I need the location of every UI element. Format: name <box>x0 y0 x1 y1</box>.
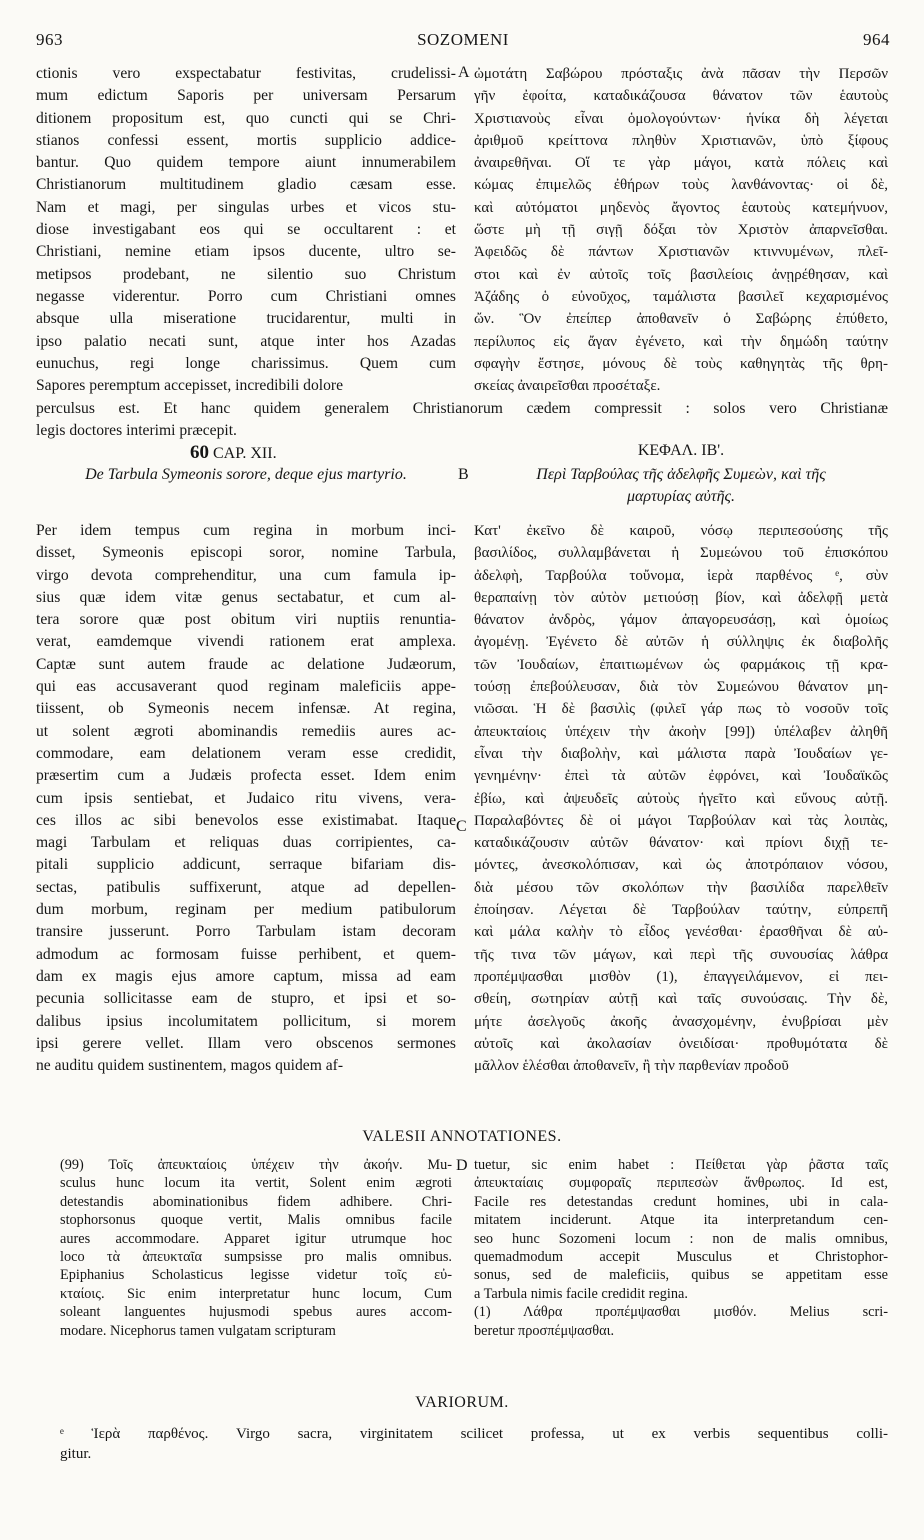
margin-marker-c: C <box>456 818 467 835</box>
greek-text-line: καὶ αὐτόματοι μηδενὸς ἄγοντος ἑαυτοὺς κατεμήνυον, <box>474 199 888 216</box>
greek-text-line: Ἀζάδης ὁ εὐνοῦχος, ταμάλιστα βασιλεῖ κεχαρισμένος <box>474 288 888 305</box>
annotation-line: soleant languentes hujusmodi spebus aures accom- <box>60 1304 452 1321</box>
latin-text-line: Christiani, nemine etiam ipsos ducente, ultro se- <box>36 243 456 261</box>
greek-text-line: προπέμψασθαι μισθὸν (1), ἐπαγγειλάμενον, εἰ πει- <box>474 968 888 985</box>
variorum-title: VARIORUM. <box>415 1394 509 1411</box>
annotation-line: κταίοις. Sic enim interpretatur hunc locum, Cum <box>60 1285 452 1302</box>
latin-text-line: stianos confessi essent, mortis supplicio addice- <box>36 131 456 149</box>
latin-text-line: cum ipsis sentiebat, et Judaico ritu vivens, vera- <box>36 789 456 807</box>
latin-text-line: absque ulla miseratione trucidarentur, multi in <box>36 310 456 328</box>
greek-text-line: σκείας ἀναιρεῖσθαι προσέταξε. <box>474 378 661 395</box>
greek-text-line: κώμας ἐπιμελῶς ἐθήρων τοὺς λανθάνοντας· οἱ δὲ, <box>474 177 888 194</box>
latin-text-line: bantur. Quo quidem tempore aiunt innumerabilem <box>36 154 456 172</box>
latin-text-line: pecunia sollicitasse eam de stupro, et ipsi et so- <box>36 990 456 1008</box>
annotation-line: mitatem inciderunt. Atque ita interpretandum cen- <box>474 1212 888 1229</box>
latin-text-line: perculsus est. Et hanc quidem generalem Christianorum cædem compressit : solos vero Christianæ <box>36 400 888 417</box>
annotation-line: quemadmodum accepit Musculus et Christophor- <box>474 1249 888 1266</box>
annotation-line: Epiphanius Scholasticus legisse videtur τοῖς εὐ- <box>60 1267 452 1284</box>
greek-text-line: βασιλίδος, συλλαμβάνεται ἡ Συμεώνου τοῦ ἐπισκόπου <box>474 545 888 562</box>
page-number-left: 963 <box>36 30 63 49</box>
greek-text-line: ἀριθμοῦ κρείττονα πληθὺν Χριστιανῶν, ὑπὸ ξίφους <box>474 132 888 149</box>
greek-text-line: μόντες, ἀνεσκολόπισαν, καὶ ὡς ἀποτρόπαιον νόσου, <box>474 857 888 874</box>
annotation-line: Facile res detestandas credunt homines, ubi in cala- <box>474 1193 888 1210</box>
latin-text-line: Sapores peremptum accepisset, incredibili dolore <box>36 377 344 395</box>
latin-text-line: ipsi gerere vellet. Illam vero obscenos sermones <box>36 1034 456 1052</box>
annotations-right <box>474 1156 888 1340</box>
annotation-line: ἀπευκταίαις συμφοραῖς περιπεσὼν ἄνθρωπος. Id est, <box>474 1175 888 1192</box>
latin-text-line: legis doctores interimi præcepit. <box>36 422 237 440</box>
chapter-title-greek-2: μαρτυρίας αὐτῆς. <box>626 488 736 505</box>
latin-text-line: verat, eamdemque vivendi rationem erat amplexa. <box>36 633 456 651</box>
latin-text-line: mum edictum Saporis per universam Persarum <box>36 87 456 105</box>
page-number-right: 964 <box>863 30 890 49</box>
greek-text-line: τῶν Ἰουδαίων, ἐπαιτιωμένων ὡς φαρμάκοις τῇ κρα- <box>474 656 888 673</box>
latin-text-line: ctionis vero exspectabatur festivitas, crudelissi- <box>36 65 456 82</box>
greek-text-line: γενημένην· ἐπεὶ τὰ αὐτῶν ἐφρόνει, καὶ Ἰουδαϊκῶς <box>474 768 888 785</box>
greek-text-line: θεραπαίνῃ τὸν αὐτὸν μετιούσῃ βίον, καὶ ἀδελφῇ μετὰ <box>474 589 888 606</box>
greek-text-line: ἀγομένῃ. Ἐγένετο δὲ αὐτῶν ἡ σύλληψις ἐκ διαβολῆς <box>474 634 888 651</box>
latin-text-line: transire jusserunt. Porro Tarbulam istam decoram <box>36 923 456 941</box>
greek-text-line: ἀναιρεθῆναι. Οἵ τε γὰρ μάγοι, κατὰ πόλεις καὶ <box>474 155 888 172</box>
greek-text-line: ὠμοτάτη Σαβώρου πρόσταξις ἀνὰ πᾶσαν τὴν Περσῶν <box>474 66 888 82</box>
annotation-line: seo hunc Sozomeni locum : non de malis omnibus, <box>474 1230 888 1247</box>
latin-text-line: sectas, patibulis suffixerunt, atque ad depellen- <box>36 878 456 896</box>
latin-text-line: commodare, eam delationem veram esse credidit, <box>36 744 456 762</box>
latin-text-line: admodum ac formosam fuisse perhibent, et quem- <box>36 945 456 963</box>
greek-text-line: Κατ' ἐκεῖνο δὲ καιροῦ, νόσῳ περιπεσούσης τῆς <box>474 523 888 539</box>
latin-text-line: ut solent ægroti abominandis remediis aures ac- <box>36 722 456 740</box>
annotation-line: tuetur, sic enim habet : Πείθεται γὰρ ῥᾶστα ταῖς <box>474 1157 888 1173</box>
running-title: SOZOMENI <box>417 30 509 49</box>
latin-text-line: disset, Symeonis episcopi soror, nomine Tarbula, <box>36 544 456 562</box>
annotation-line: aures accommodare. Apparet igitur utrumque hoc <box>60 1230 452 1247</box>
chapter-heading-latin <box>190 442 277 464</box>
margin-marker-b: B <box>458 466 469 483</box>
latin-full-width-text <box>36 398 888 443</box>
greek-text-line: διὰ μέσου τῶν σκολόπων τὴν βασιλίδα παρελθεῖν <box>474 879 888 896</box>
greek-text-line: σθείη, σωτηρίαν αὐτῇ καὶ ταῖς συνούσαις. Τὴν δὲ, <box>474 991 888 1008</box>
greek-text-line: καὶ μάλα καλὴν τὸ εἶδος γενέσθαι· ἐρασθῆναι δὲ αὐ- <box>474 924 888 941</box>
latin-text-line: ipso palatio necati sunt, atque inter hos Azadas <box>36 332 456 350</box>
latin-text-line: Captæ sunt autem fraude ac delatione Judæorum, <box>36 655 456 673</box>
latin-text-line: ne auditu quidem sustinentem, magos quidem af- <box>36 1057 344 1075</box>
greek-text-line: αὐτοῖς καὶ ἀκολασίαν ὀνειδίσαι· προθυμότατα δὲ <box>474 1035 888 1052</box>
latin-text-line: dum morbum, reginam per medium patibulorum <box>36 901 456 919</box>
latin-text-line: negasse viderentur. Porro cum Christiani omnes <box>36 287 456 305</box>
greek-text-line: μᾶλλον ἑλέσθαι ἀποθανεῖν, ἢ τὴν παρθενίαν προδοῦ <box>474 1058 789 1075</box>
chapter-label-greek: ΚΕΦΑΛ. ΙΒ'. <box>637 442 725 459</box>
annotations-left <box>60 1156 452 1340</box>
chapter-title-greek-1: Περὶ Ταρβούλας τῆς ἀδελφῆς Συμεὼν, καὶ τῆς <box>536 466 826 483</box>
variorum-note <box>60 1424 888 1464</box>
page-header <box>36 30 890 54</box>
latin-text-line: diose investigabant eos qui se occultarent : et <box>36 221 456 239</box>
variorum-line: ᵉ Ἱερὰ παρθένος. Virgo sacra, virginitatem scilicet professa, ut ex verbis sequentibus colli- <box>60 1426 888 1442</box>
annotation-line: a Tarbula nimis facile credidit regina. <box>474 1285 688 1302</box>
latin-text-line: eunuchus, regi longe charissimus. Quem cum <box>36 354 456 372</box>
greek-column-top <box>474 63 888 397</box>
variorum-line: gitur. <box>60 1446 92 1462</box>
latin-text-line: dalibus ipsius incolumitatem pollicitum, si morem <box>36 1012 456 1030</box>
latin-text-line: præsertim cum a Judæis profecta esset. Idem enim <box>36 767 456 785</box>
latin-text-line: metipsos prodebant, ne silentio suo Christum <box>36 265 456 283</box>
greek-text-line: ὥστε μὴ τῇ σιγῇ δόξαι τὸν Χριστὸν ἀπαρνεῖσθαι. <box>474 222 888 239</box>
chapter-title-latin: De Tarbula Symeonis sorore, deque ejus martyrio. <box>85 466 407 483</box>
greek-text-line: στοι καὶ ἐν αὐτοῖς τοῖς βασιλείοις ἀνῃρέθησαν, καὶ <box>474 266 888 283</box>
annotation-line: stophorsonus quoque vertit, Malis omnibus facile <box>60 1212 452 1229</box>
greek-text-line: Χριστιανοὺς εἶναι ὁμολογούντων· ἡνίκα δὴ λέγεται <box>474 110 888 127</box>
greek-text-line: τῆς τινα τῶν μάγων, καὶ περὶ τῆς συνουσίας λάθρα <box>474 946 888 963</box>
greek-text-line: ἐβίω, καὶ ἀψευδεῖς αὐτοὺς ἡγεῖτο καὶ εὔνους αὐτῇ. <box>474 790 888 807</box>
greek-text-line: τούσῃ ἐπεβούλευσαν, διὰ τὸν Συμεώνου θάνατον μη- <box>474 679 888 696</box>
latin-text-line: sius quæ idem vitæ genus sectabatur, et cum al- <box>36 588 456 606</box>
annotations-title: VALESII ANNOTATIONES. <box>362 1128 562 1145</box>
latin-text-line: tera sorore quæ post obitum viri nuptiis renuntia- <box>36 611 456 629</box>
latin-column-chapter <box>36 520 456 1077</box>
greek-text-line: Παραλαβόντες δὲ οἱ μάγοι Ταρβούλαν καὶ τὰς λοιπὰς, <box>474 812 888 829</box>
latin-text-line: ces illos ac sibi benevolos esse existimabat. Itaque <box>36 811 456 829</box>
annotation-line: sculus hunc locum ita vertit, Solent enim ægroti <box>60 1175 452 1192</box>
annotation-line: detestandis abominationibus fidem adhibere. Chri- <box>60 1193 452 1210</box>
greek-text-line: περίλυπος εἰς ἄγαν ἐγένετο, καὶ τὴν δημώδη ταύτην <box>474 333 888 350</box>
annotation-line: modare. Nicephorus tamen vulgatam scripturam <box>60 1322 336 1339</box>
annotation-line: (99) Τοῖς ἀπευκταίοις ὑπέχειν τὴν ἀκοήν. Mu- <box>60 1157 452 1173</box>
annotation-line: loco τὰ ἀπευκταῖα sumpsisse pro malis omnibus. <box>60 1249 452 1266</box>
annotation-line: beretur προσπέμψασθαι. <box>474 1322 615 1339</box>
latin-text-line: Per idem tempus cum regina in morbum inci- <box>36 522 456 539</box>
latin-text-line: Christianorum multitudinem gladio cæsam esse. <box>36 176 456 194</box>
chapter-label-latin: CAP. XII. <box>213 445 277 462</box>
greek-text-line: ἀπευκταίοις ὑπέχειν τὴν ἀκοὴν [99]) ὑπέλαβεν ἀληθῆ <box>474 723 888 740</box>
greek-text-line: Ἀφειδῶς δὲ πάντων Χριστιανῶν κτιννυμένων, πλεῖ- <box>474 244 888 261</box>
greek-text-line: γῆν ἐφοίτα, καταδικάζουσα θάνατον τῶν ἑαυτοὺς <box>474 88 888 105</box>
latin-text-line: Nam et magi, per singulas urbes et vicos stu- <box>36 198 456 216</box>
latin-text-line: qui eas accusaverant quod reginam maleficiis appe- <box>36 678 456 696</box>
latin-text-line: magi Tarbulam et reliquas duas corripientes, ca- <box>36 834 456 852</box>
latin-text-line: pitali supplicio addicunt, serraque bifariam dis- <box>36 856 456 874</box>
margin-marker-a: A <box>458 64 470 81</box>
latin-text-line: tiissent, ob Symeonis necem infensæ. At regina, <box>36 700 456 718</box>
greek-column-chapter <box>474 520 888 1077</box>
annotation-line: (1) Λάθρα προπέμψασθαι μισθόν. Melius scri- <box>474 1304 888 1321</box>
greek-text-line: σφαγὴν ἔστησε, μόνους δὲ τοὺς καθηγητὰς τῆς θρη- <box>474 355 888 372</box>
greek-text-line: ἐποίησαν. Λέγεται δὲ Ταρβούλαν ταύτην, εὐπρεπῆ <box>474 902 888 919</box>
greek-text-line: εἶναι τὴν διαβολὴν, καὶ μάλιστα παρὰ Ἰουδαίων γε- <box>474 745 888 762</box>
margin-marker-d: D <box>456 1157 468 1174</box>
annotation-line: sonus, sed de maleficiis, quibus se appetitam esse <box>474 1267 888 1284</box>
greek-text-line: καταδικάζουσιν αὐτῶν θάνατον· καὶ πρίονι διχῇ τε- <box>474 835 888 852</box>
latin-column-top <box>36 63 456 397</box>
chapter-page-number: 60 <box>190 442 209 463</box>
latin-text-line: dam ex magis ejus amore captum, missa ad eam <box>36 967 456 985</box>
latin-text-line: ditionem propositum est, quo cuncti qui se Chri- <box>36 109 456 127</box>
greek-text-line: θάνατον ἀνδρὸς, γάμον ἀπαγορευσάσῃ, καὶ ὁμοίως <box>474 612 888 629</box>
greek-text-line: μήτε ἀσελγοῦς ἀκοῆς ἀνασχομένην, ἐνυβρίσαι μὲν <box>474 1013 888 1030</box>
greek-text-line: ὤν. Ὃν ἐπείπερ ἀποθανεῖν ὁ Σαβώρης ἐπύθετο, <box>474 311 888 328</box>
latin-text-line: virgo devota comprehenditur, una cum famula ip- <box>36 566 456 584</box>
greek-text-line: νιῶσαι. Ἡ δὲ βασιλὶς (φιλεῖ γάρ πως τὸ νοσοῦν τοῖς <box>474 701 888 718</box>
greek-text-line: ἀδελφὴ, Ταρβούλα τοὔνομα, ἱερὰ παρθένος ᵉ, σὺν <box>474 567 888 584</box>
